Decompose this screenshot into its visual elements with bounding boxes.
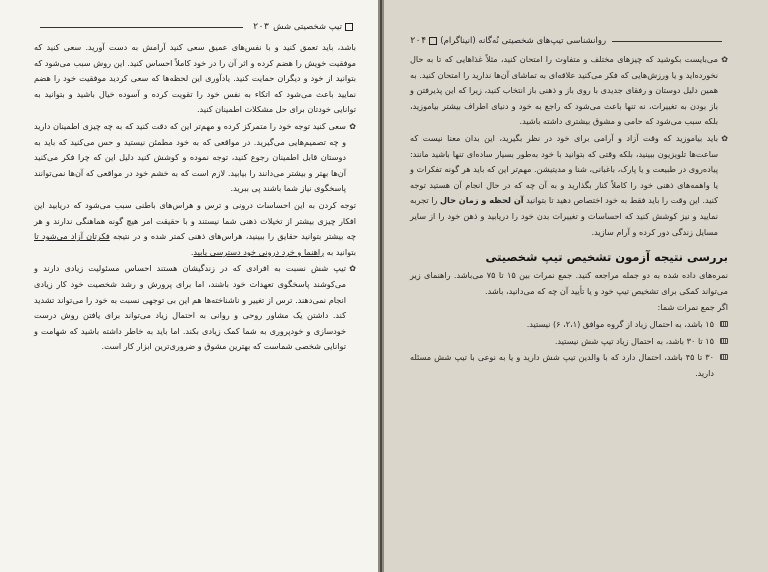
right-page [384, 0, 768, 572]
section-paragraph: نمره‌های داده شده به دو جمله مراجعه کنید. جمع نمرات بین ۱۵ تا ۷۵ می‌باشد. راهنمای زیر می‌تواند کمکی برای تشخیص تیپ خود و یا تأیید آن چه که می‌دانید، باشد. [410, 270, 728, 296]
right-bullet-1-text: می‌بایست بکوشید که چیزهای مختلف و متفاوت را امتحان کنید، مثلاً غذاهایی که تا به حال نخورده‌اید و یا ورزش‌هایی که فکر می‌کنید علاقه‌ای به تماشای آن‌ها ندارید را امتحان کنید. به همین دلیل دوستان و رفقای جدیدی با روی باز و ذهنی باز انتخاب کنید، زیرا که این پذیرفتن و باز بودن به تغییرات، نه تنها باعث می‌شود که راجع به خود و دنیای اطراف بیشتر بیاموزید، بلکه سبب می‌شود که حامی و مشوق بیشتری داشته باشید. [410, 54, 718, 127]
bold-phrase: آن لحظه و زمان حال [440, 195, 524, 206]
header-rule [40, 27, 243, 28]
list-marker-icon [720, 354, 728, 360]
left-paragraph-2-tail: بتوانید به [326, 246, 356, 257]
left-page-header [34, 22, 356, 32]
score-item [410, 350, 728, 381]
left-paragraph-1: باشد، باید تعمق کنید و با نفس‌های عمیق سعی کنید آرامش به دست آورید. سعی کنید که موفقیت خویش را هضم کرده و اثر آن را در خود کاملاً احساس کنید. این روش سبب می‌شود که بتوانید از خود و دیگران حمایت کنید. یادآوری این لحظه‌ها که سعی کردید موفقیت خود را هضم نمایید باعث می‌شود که اتکاء به نفس خود را تقویت کرده و آسوده خیال باشید و بتوانید به توانایی خودتان برای حل مشکلات اطمینان کنید. [34, 42, 356, 115]
section-title: بررسی نتیجه آزمون تشخیص تیپ شخصیتی [485, 250, 728, 265]
score-item [410, 334, 728, 350]
star-bullet-icon: ✿ [349, 121, 356, 131]
left-paragraph-2-end: . [190, 246, 194, 257]
right-bullet-2-text: باید بیاموزید که وقت آزاد و آرامی برای خود در نظر بگیرید، این بدان معنا نیست که ساعت‌ها تلویزیون ببینید، بلکه وقتی که بتوانید با خود به‌طور بسیار ساده‌ای تنها باشید مانند: پیاده‌روی در طبیعت و یا پارک، باغبانی، شنا و مدیتیشن. مهم‌تر این که باید هر گونه تفکرات و یا واهمه‌های ذهنی خود را کاملاً کنار بگذارید و به آن چه که در حال انجام آن هستید توجه کنید. این وقت را باید فقط به خود اختصاص دهید تا بتوانید [410, 132, 719, 206]
score-item-text: ۳۰ تا ۴۵ باشد، احتمال دارد که با والدین تیپ شش دارید و یا به نوعی با تیپ شش مسئله دارید. [410, 352, 715, 378]
right-bullet-2 [410, 131, 728, 240]
left-header-title: تیپ شخصیتی شش [273, 22, 342, 32]
underlined-phrase-1: فکرتان آزاد می‌شود تا [34, 231, 110, 242]
left-bullet-2 [34, 261, 356, 355]
left-page-number: ۲۰۳ [252, 22, 270, 32]
right-page-number: ۲۰۴ [410, 36, 427, 46]
score-item-text: ۱۵ باشد، به احتمال زیاد از گروه موافق (۲،۱، ۶) نیستید. [526, 318, 714, 329]
star-bullet-icon: ✿ [349, 264, 356, 274]
right-bullet-1 [410, 52, 728, 130]
left-page [0, 0, 378, 572]
header-rule [612, 41, 722, 42]
right-page-header [410, 36, 728, 46]
left-bullet-1-text: سعی کنید توجه خود را متمرکز کرده و مهم‌تر این که دقت کنید که به چه چیزی اطمینان دارید و چه تصمیم‌هایی می‌گیرید. در مواقعی که به خود مطمئن نیستید و حس می‌کنید که باید به دوستان قابل اطمینان رجوع کنید، توجه نموده و کوشش کنید دلیل این که چرا فکر می‌کنید آن‌ها بهتر و بیشتر می‌دانند را بیابید. لازم است که به خشم خود در مواقعی که آن‌ها نمی‌توانند پاسخگوی نیاز شما باشند پی ببرید. [34, 120, 346, 194]
left-paragraph-2 [34, 198, 356, 260]
score-subhead: اگر جمع نمرات شما: [657, 302, 728, 313]
underlined-phrase-2: راهنما و خرد درونی خود دسترسی یابید [193, 246, 325, 257]
left-paragraph-2-text: توجه کردن به این احساسات درونی و ترس و هراس‌های باطنی سبب می‌شود که دریابید این افکار چیزی بیشتر از تخیلات ذهنی شما نیستند و با حقیقت امر هیچ گونه هماهنگی ندارند و هر چه بیشتر بتوانید حقایق را ببینید، هراس‌های ذهنی کمتر شده و در نتیجه [34, 199, 356, 242]
header-box-icon [429, 37, 437, 45]
score-item-text: ۱۵ تا ۳۰ باشد، به احتمال زیاد تیپ شش نیستید. [554, 335, 714, 346]
left-bullet-2-text: تیپ شش نسبت به افرادی که در زندگیشان هستند احساس مسئولیت زیادی دارند و می‌کوشند پاسخگوی تعهدات خود باشند، اما برای پرورش و رشد شخصیت خود کار زیادی انجام نمی‌دهند. ترس از تغییر و ناشناخته‌ها هم این بی توجهی نسبت به خود را می‌تواند تشدید کند. داشتن یک مشاور روحی و روانی به احتمال زیاد می‌تواند برای یافتن روش درست خودسازی و خودپروری به شما کمک زیادی بکند. اما باید به خاطر داشته باشید که شهامت و توانایی شخصی شماست که بهترین مشوق و ضروری‌ترین ابزار کار است. [34, 263, 346, 352]
score-item [410, 317, 728, 333]
star-bullet-icon: ✿ [721, 133, 728, 143]
list-marker-icon [720, 338, 728, 344]
right-bullet-2-tail: را تجربه نمایید و نیز کوشش کنید که احساسات و تغییرات بدن خود را دریابید و ذهن خود را از سایر مسایل زندگی دور کرده و آرام سازید. [410, 195, 718, 237]
left-bullet-1 [34, 119, 356, 197]
right-header-title: روانشناسی تیپ‌های شخصیتی نُه‌گانه (انیناگرام) [440, 36, 607, 46]
list-marker-icon [720, 321, 728, 327]
star-bullet-icon: ✿ [721, 55, 728, 64]
header-box-icon [345, 23, 353, 31]
